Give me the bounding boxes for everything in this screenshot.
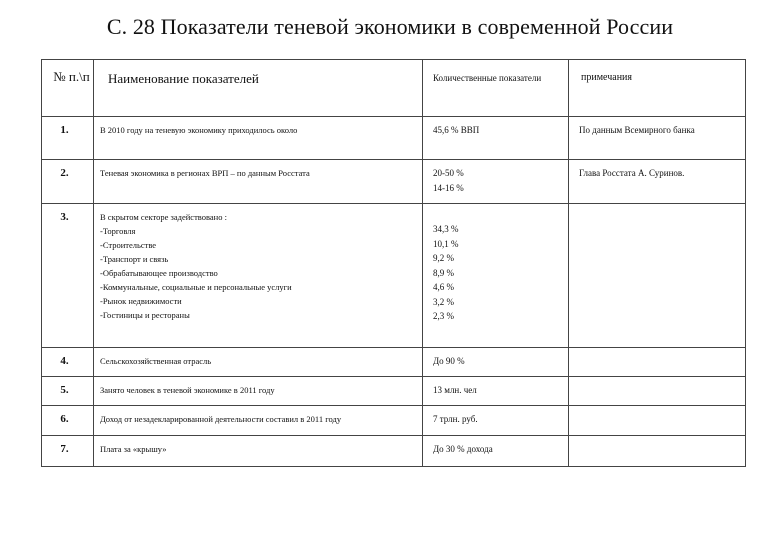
row-number: 1. [42,117,94,160]
header-note: примечания [569,60,746,117]
value-line: 8,9 % [433,267,454,278]
page-title: С. 28 Показатели теневой экономики в современной России [106,14,674,39]
row-note: Глава Росстата А. Суринов. [569,160,746,204]
header-name: Наименование показателей [94,60,423,117]
row-note [569,348,746,377]
value-line: 10,1 % [433,238,459,249]
row-name: Сельскохозяйственная отрасль [94,348,423,377]
row-value: До 30 % дохода [423,436,569,467]
list-item: -Строительстве [100,240,157,250]
row-note: По данным Всемирного банка [569,117,746,160]
row-note [569,377,746,406]
value-line: 20-50 % [433,168,464,178]
row-note [569,204,746,348]
table-row [42,436,746,467]
row-name: Доход от незадекларированной деятельности составил в 2011 году [94,406,423,436]
row-name-heading: В скрытом секторе задействовано : [100,212,227,222]
header-value: Количественные показатели [423,60,569,117]
list-item: -Гостиницы и рестораны [100,310,190,320]
row-number: 4. [42,348,94,377]
row-number: 3. [42,204,94,348]
row-note [569,436,746,467]
table-header-row [42,60,746,117]
list-item: -Торговля [100,226,136,236]
value-line: 14-16 % [433,182,464,193]
row-value: 7 трлн. руб. [423,406,569,436]
indicators-table [41,59,746,467]
row-value: До 90 % [423,348,569,377]
value-line: 3,2 % [433,296,454,307]
table-row [42,117,746,160]
table-row [42,204,746,348]
value-line: 2,3 % [433,311,454,321]
table-row [42,160,746,204]
row-number: 6. [42,406,94,436]
header-number: № п.\п [42,60,94,117]
row-value: 45,6 % ВВП [423,117,569,160]
value-line: 4,6 % [433,282,454,292]
row-number: 2. [42,160,94,204]
table-row [42,377,746,406]
value-line: 34,3 % [433,224,459,234]
row-name: Занято человек в теневой экономике в 2011 году [94,377,423,406]
row-value [423,204,569,348]
row-value: 13 млн. чел [423,377,569,406]
row-value [423,160,569,204]
list-item: -Коммунальные, социальные и персональные услуги [100,282,292,292]
row-note [569,406,746,436]
row-name: В 2010 году на теневую экономику приходилось около [94,117,423,160]
row-number: 7. [42,436,94,467]
table-row [42,348,746,377]
list-item: -Транспорт и связь [100,254,169,264]
value-line: 9,2 % [433,253,454,263]
row-name: Плата за «крышу» [94,436,423,467]
row-name: Теневая экономика в регионах ВРП – по данным Росстата [94,160,423,204]
row-name [94,204,423,348]
list-item: -Рынок недвижимости [100,296,182,306]
table-row [42,406,746,436]
list-item: -Обрабатывающее производство [100,268,218,278]
row-number: 5. [42,377,94,406]
